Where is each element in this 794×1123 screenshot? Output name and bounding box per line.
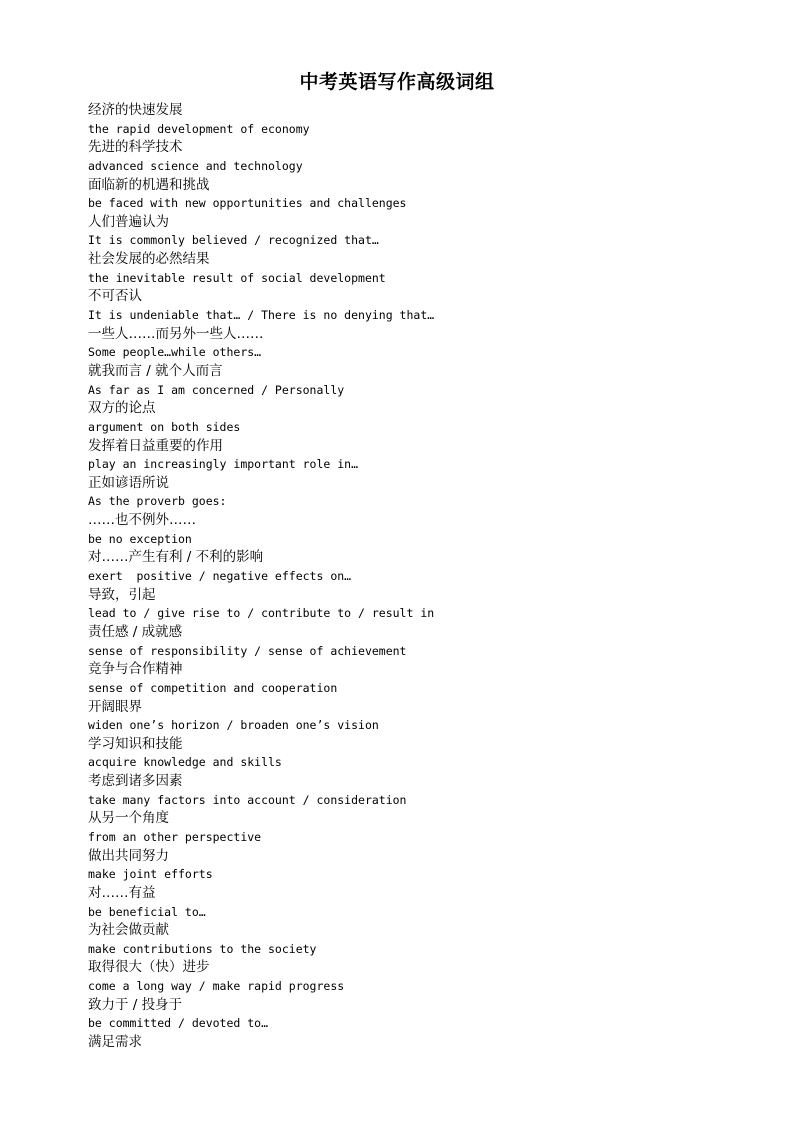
phrase-chinese: 责任感 / 成就感	[88, 623, 183, 640]
phrase-chinese: 对……有益	[88, 884, 156, 901]
phrase-english: exert positive / negative effects on…	[88, 568, 352, 583]
phrase-entry	[88, 884, 748, 921]
phrase-entry	[88, 1033, 748, 1052]
phrase-english: argument on both sides	[88, 419, 241, 434]
phrase-entry	[88, 996, 748, 1033]
phrase-english: from an other perspective	[88, 829, 262, 844]
phrase-chinese: 经济的快速发展	[88, 102, 183, 118]
phrase-english: be faced with new opportunities and challenges	[88, 196, 407, 211]
phrase-entry	[88, 847, 748, 884]
phrase-english: the rapid development of economy	[88, 121, 310, 136]
phrase-chinese: 双方的论点	[88, 400, 156, 417]
phrase-english: advanced science and technology	[88, 158, 303, 173]
phrase-english: As the proverb goes:	[88, 494, 227, 509]
phrase-english: widen one’s horizon / broaden one’s vision	[88, 718, 379, 733]
phrase-entry	[88, 437, 748, 474]
phrase-entry	[88, 958, 748, 995]
phrase-english: Some people…while others…	[88, 345, 262, 360]
phrase-english: take many factors into account / consideration	[88, 792, 407, 807]
phrase-chinese: 学习知识和技能	[88, 735, 183, 752]
phrase-english: be committed / devoted to…	[88, 1016, 269, 1031]
phrase-english: acquire knowledge and skills	[88, 755, 282, 770]
phrase-entry	[88, 101, 748, 138]
phrase-chinese: 面临新的机遇和挑战	[88, 176, 210, 193]
phrase-entry	[88, 474, 748, 511]
phrase-english: play an increasingly important role in…	[88, 457, 359, 472]
phrase-chinese: 发挥着日益重要的作用	[88, 437, 223, 454]
phrase-chinese: 人们普遍认为	[88, 213, 169, 230]
phrase-chinese: 满足需求	[88, 1034, 142, 1051]
phrase-english: make contributions to the society	[88, 941, 317, 956]
phrase-chinese: 做出共同努力	[88, 847, 169, 864]
phrase-entry	[88, 586, 748, 623]
phrase-english: It is undeniable that… / There is no denying that…	[88, 308, 435, 322]
phrase-chinese: 开阔眼界	[88, 698, 142, 715]
phrase-entry	[88, 623, 748, 660]
phrase-chinese: 社会发展的必然结果	[88, 251, 210, 268]
phrase-english: make joint efforts	[88, 867, 213, 882]
phrase-english: come a long way / make rapid progress	[88, 979, 345, 994]
phrase-chinese: 考虑到诸多因素	[88, 773, 183, 790]
phrase-chinese: 对……产生有利 / 不利的影响	[88, 549, 264, 566]
phrase-chinese: 导致，引起	[88, 586, 156, 603]
phrase-entry	[88, 660, 748, 697]
phrase-chinese: 不可否认	[88, 288, 142, 305]
phrase-chinese: 致力于 / 投身于	[88, 996, 183, 1013]
phrase-entry	[88, 399, 748, 436]
phrase-entry	[88, 809, 748, 846]
phrase-entry	[88, 362, 748, 399]
phrase-chinese: ……也不例外……	[88, 512, 196, 529]
phrase-english: the inevitable result of social development	[88, 270, 386, 285]
phrase-entry	[88, 772, 748, 809]
phrase-chinese: 竞争与合作精神	[88, 661, 183, 678]
phrase-entry	[88, 511, 748, 548]
phrase-entry	[88, 287, 748, 324]
phrase-entry	[88, 548, 748, 585]
phrase-chinese: 正如谚语所说	[88, 474, 169, 491]
phrase-entry	[88, 250, 748, 287]
phrase-chinese: 一些人……而另外一些人……	[88, 325, 264, 342]
phrase-entry	[88, 176, 748, 213]
phrase-chinese: 就我而言 / 就个人而言	[88, 362, 223, 379]
phrase-english: As far as I am concerned / Personally	[88, 382, 345, 397]
phrase-entry	[88, 698, 748, 735]
phrase-entry	[88, 213, 748, 250]
phrase-english: sense of responsibility / sense of achievement	[88, 643, 407, 658]
phrase-entry	[88, 138, 748, 175]
phrase-chinese: 从另一个角度	[88, 810, 169, 827]
phrase-english: be beneficial to…	[88, 904, 206, 919]
phrase-english: sense of competition and cooperation	[88, 680, 338, 695]
phrase-entry	[88, 325, 748, 362]
phrase-chinese: 为社会做贡献	[88, 922, 169, 939]
phrase-entry	[88, 735, 748, 772]
phrase-chinese: 先进的科学技术	[88, 139, 183, 156]
phrase-english: lead to / give rise to / contribute to / result in	[88, 606, 435, 621]
document-title: 中考英语写作高级词组	[299, 71, 495, 93]
phrase-english: be no exception	[88, 531, 192, 546]
phrase-chinese: 取得很大（快）进步	[88, 959, 210, 976]
phrase-list	[88, 101, 748, 1052]
phrase-entry	[88, 921, 748, 958]
phrase-english: It is commonly believed / recognized that…	[88, 233, 379, 248]
